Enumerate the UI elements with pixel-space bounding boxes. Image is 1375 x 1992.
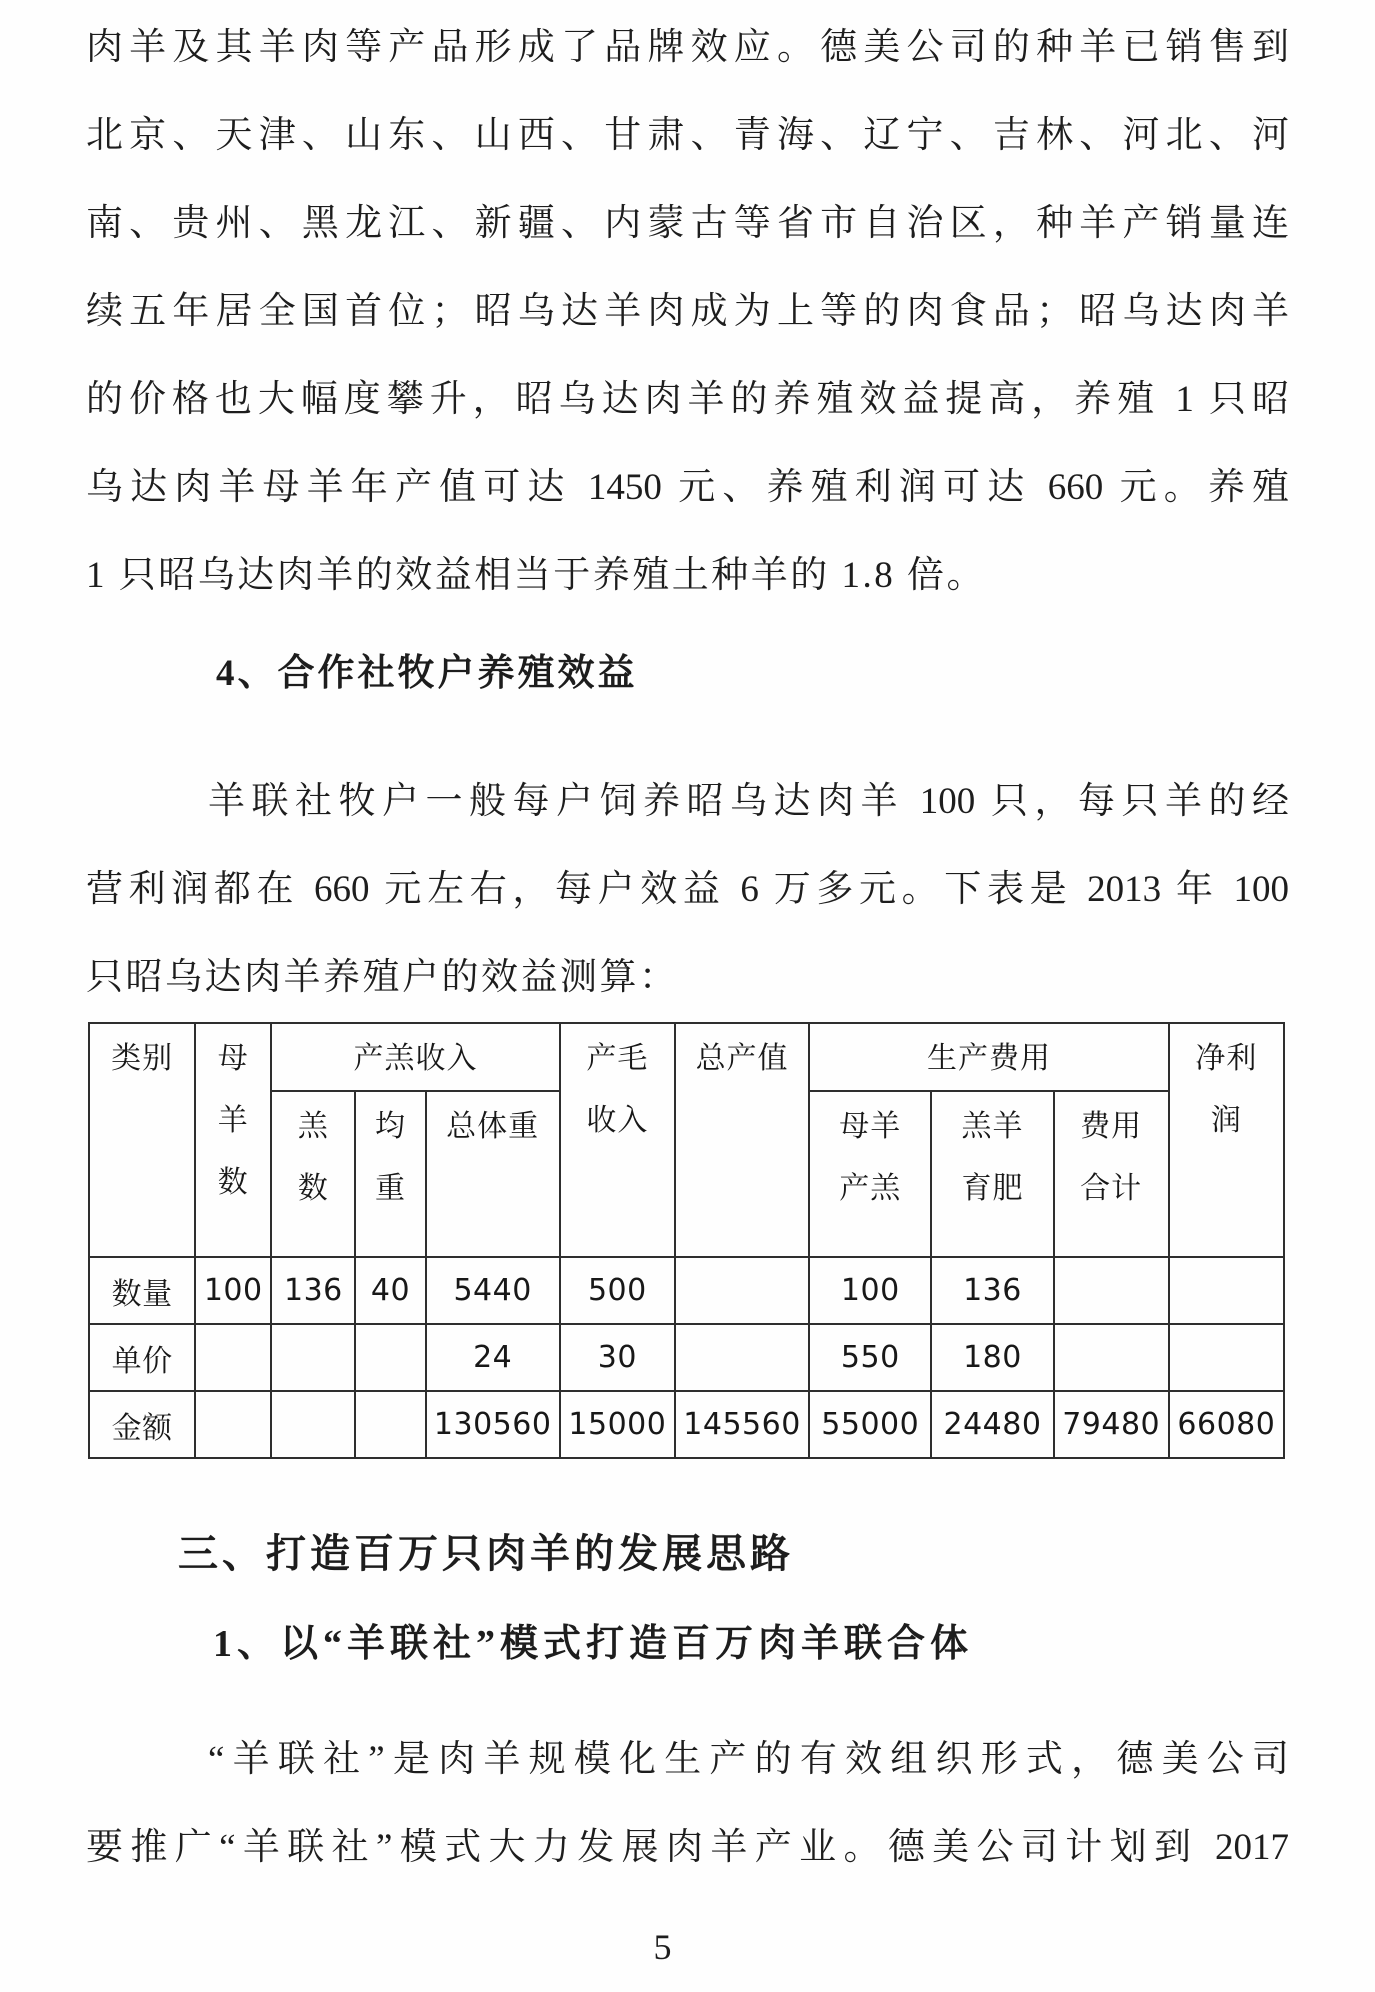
th-lamb-fattening: 羔羊 育肥	[931, 1091, 1053, 1257]
page-number: 5	[653, 1927, 672, 1967]
table-row-unit-price: 单价 24 30 550 180	[89, 1324, 1284, 1391]
para1-line-4: 续五年居全国首位；昭乌达羊肉成为上等的肉食品；昭乌达肉羊	[86, 291, 1289, 332]
para1-line-5: 的价格也大幅度攀升，昭乌达肉羊的养殖效益提高，养殖 1 只昭	[86, 379, 1289, 420]
table-row-quantity: 数量 100 136 40 5440 500 100 136	[89, 1257, 1284, 1324]
th-production-cost-group: 生产费用	[809, 1023, 1169, 1091]
section-heading-4: 4、合作社牧户养殖效益	[216, 653, 638, 694]
para1-line-1: 肉羊及其羊肉等产品形成了品牌效应。德美公司的种羊已销售到	[86, 27, 1289, 68]
th-ewe-lambing: 母羊 产羔	[809, 1091, 931, 1257]
th-lamb-income-group: 产羔收入	[271, 1023, 559, 1091]
th-net-profit: 净利 润	[1169, 1023, 1284, 1257]
section-heading-3-main: 三、打造百万只肉羊的发展思路	[178, 1531, 794, 1576]
th-total-output: 总产值	[675, 1023, 809, 1257]
table-row-amount: 金额 130560 15000 145560 55000 24480 79480 66080	[89, 1391, 1284, 1458]
th-ewe-count: 母 羊 数	[195, 1023, 271, 1257]
th-avg-weight: 均 重	[355, 1091, 425, 1257]
th-cost-total: 费用 合计	[1054, 1091, 1169, 1257]
para3-line-1: “羊联社”是肉羊规模化生产的有效组织形式，德美公司	[208, 1739, 1289, 1780]
section-heading-3-sub: 1、以“羊联社”模式打造百万肉羊联合体	[213, 1623, 974, 1665]
th-category: 类别	[89, 1023, 195, 1257]
para1-line-3: 南、贵州、黑龙江、新疆、内蒙古等省市自治区，种羊产销量连	[86, 203, 1289, 244]
th-lamb-count: 羔 数	[271, 1091, 355, 1257]
para1-line-2: 北京、天津、山东、山西、甘肃、青海、辽宁、吉林、河北、河	[86, 115, 1289, 156]
para1-line-6: 乌达肉羊母羊年产值可达 1450 元、养殖利润可达 660 元。养殖	[86, 467, 1289, 508]
para2-line-1: 羊联社牧户一般每户饲养昭乌达肉羊 100 只，每只羊的经	[208, 781, 1289, 822]
para2-line-3: 只昭乌达肉羊养殖户的效益测算：	[86, 957, 679, 998]
th-wool-income: 产毛 收入	[560, 1023, 675, 1257]
th-total-weight: 总体重	[426, 1091, 560, 1257]
row-label: 单价	[89, 1324, 195, 1391]
row-label: 数量	[89, 1257, 195, 1324]
para1-line-7: 1 只昭乌达肉羊的效益相当于养殖土种羊的 1.8 倍。	[86, 555, 986, 596]
row-label: 金额	[89, 1391, 195, 1458]
para3-line-2: 要推广“羊联社”模式大力发展肉羊产业。德美公司计划到 2017	[86, 1827, 1289, 1868]
benefit-calculation-table	[88, 1022, 1285, 1459]
para2-line-2: 营利润都在 660 元左右，每户效益 6 万多元。下表是 2013 年 100	[86, 869, 1289, 910]
